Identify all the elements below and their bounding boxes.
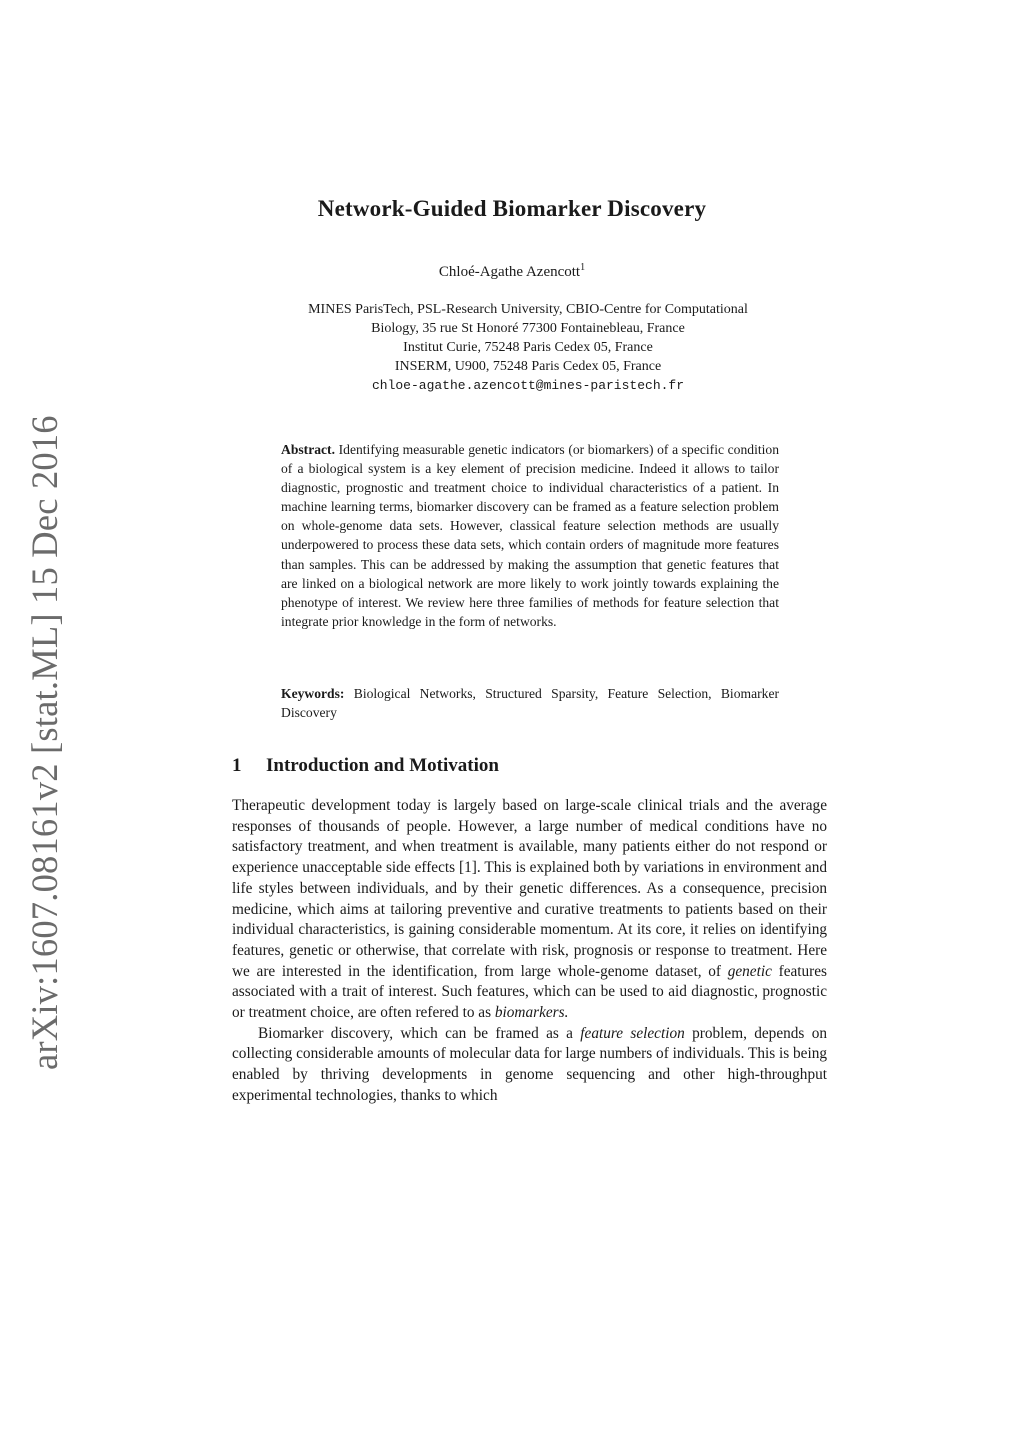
arxiv-identifier: arXiv:1607.08161v2 [stat.ML] 15 Dec 2016: [24, 415, 65, 1070]
paragraph: [232, 1024, 827, 1107]
affiliation-line: INSERM, U900, 75248 Paris Cedex 05, France: [394, 359, 662, 374]
keywords-label: Keywords:: [281, 686, 345, 701]
section-title: Introduction and Motivation: [266, 755, 499, 776]
section-heading: [232, 755, 499, 777]
affiliation-block: [0, 300, 1024, 395]
paper-title: Network-Guided Biomarker Discovery: [317, 196, 707, 221]
paragraph-text: Biomarker discovery, which can be framed as a: [258, 1024, 573, 1042]
author-line: [0, 262, 1024, 281]
emphasis-text: feature selection: [580, 1024, 685, 1042]
abstract-text: Identifying measurable genetic indicators (or biomarkers) of a specific condition of a biological system is a key element of precision medicine. Indeed it allows to tailor diagnostic, prognostic and treatment choice to individual characteristics of a patient. In machine learning terms, biomarker discovery can be framed as a feature selection problem on whole-genome data sets. However, classical feature selection methods are usually underpowered to process these data sets, which contain orders of magnitude more features than samples. This can be addressed by making the assumption that genetic features that are linked on a biological network are more likely to work jointly towards explaining the phenotype of interest. We review here three families of methods for feature selection that integrate prior knowledge in the form of networks.: [281, 442, 779, 629]
emphasis-text: genetic: [727, 962, 772, 980]
affiliation-line: MINES ParisTech, PSL-Research University, CBIO-Centre for Computational: [308, 302, 748, 317]
abstract: [281, 440, 779, 631]
section-number: 1: [232, 755, 242, 776]
author-email: chloe-agathe.azencott@mines-paristech.fr: [371, 378, 685, 393]
author-name: Chloé-Agathe Azencott: [438, 264, 581, 280]
abstract-label: Abstract.: [281, 442, 335, 457]
affiliation-line: Biology, 35 rue St Honoré 77300 Fontainebleau, France: [371, 321, 685, 336]
emphasis-text: biomarkers.: [494, 1004, 569, 1022]
affiliation-line: Institut Curie, 75248 Paris Cedex 05, France: [403, 340, 653, 355]
keywords-text: Biological Networks, Structured Sparsity, Feature Selection, Biomarker Discovery: [281, 686, 779, 721]
keywords: [281, 684, 779, 722]
paragraph-text: Therapeutic development today is largely based on large-scale clinical trials and the average responses of thousands of people. However, a large number of medical conditions have no satisfactory treatment, and when treatment is available, many patients either do not respond or experience unacceptable side effects [1]. This is explained both by variations in environment and life styles between individuals, and by their genetic differences. As a consequence, precision medicine, which aims at tailoring preventive and curative treatments to patients based on their individual characteristics, is gaining considerable momentum. At its core, it relies on identifying features, genetic or otherwise, that correlate with risk, prognosis or response to treatment. Here we are interested in the identification, from large whole-genome dataset, of: [232, 797, 827, 980]
body-text: [232, 796, 827, 1107]
paragraph-text: problem, depends on collecting considerable amounts of molecular data for large numbers of individuals. This is being enabled by thriving developments in genome sequencing and other high-throughput experimental technologies, thanks to which: [232, 1024, 828, 1104]
paragraph-text: features associated with a trait of interest. Such features, which can be used to aid diagnostic, prognostic or treatment choice, are often refered to as: [232, 962, 828, 1022]
paragraph: [232, 796, 827, 1024]
author-affiliation-mark: 1: [580, 262, 586, 273]
